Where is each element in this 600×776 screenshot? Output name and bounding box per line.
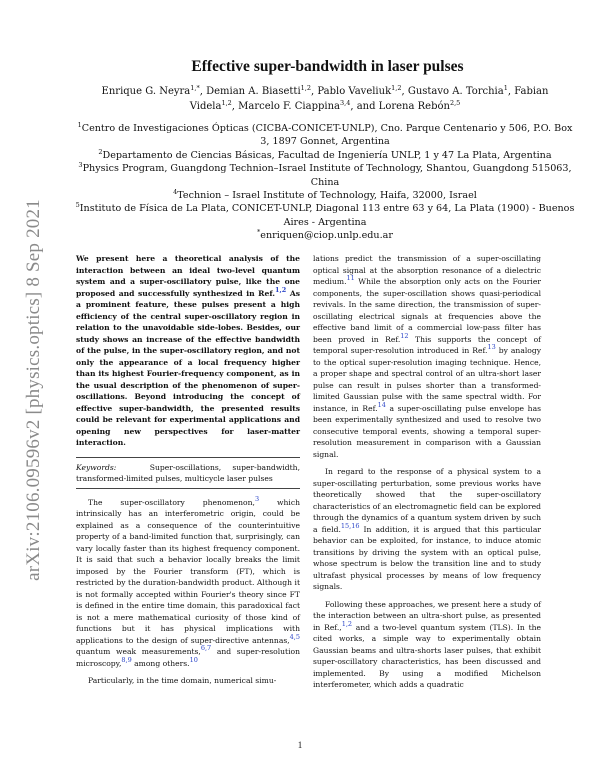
left-column: [76, 253, 300, 693]
citation[interactable]: 15,16: [340, 521, 360, 530]
author-affil-mark: 2,5: [449, 99, 461, 107]
citation[interactable]: 1,2: [341, 619, 353, 628]
body-text: a super-oscillating pulse envelope has been experimentally synthesized and used to resolve two consecutive temporal events, showing a temporal super-resolution measurement in comparison with a Gaussian signal.: [313, 403, 541, 459]
paragraph: [76, 494, 300, 670]
abstract: We present here a theoretical analysis of the interaction between an ideal two-level quantum system and a super-oscillatory pulse, like the one proposed and successfully synthesized in Ref.$^{1,2}$ As a prominent feature, these pulses present a high efficiency of the central super-oscillatory region in relation to the unavoidable side-lobes. Besides, our study shows an increase of the effective bandwidth of the pulse, in the super-oscillatory region, and not only the appearance of a local frequency higher than its highest Fourier-frequency component, as in the usual description of the phenomenon of super-oscillations. Beyond introducing the concept of effective super-bandwidth, the presented results could be relevant for experimental applications and opening new perspectives for laser-matter interaction.: [76, 254, 301, 447]
affil-mark: *: [257, 228, 261, 237]
citation[interactable]: 1,2: [274, 285, 287, 294]
affil-mark: 4: [173, 188, 178, 197]
body-text: Particularly, in the time domain, numerical simu-: [88, 676, 277, 685]
body-text: quantum weak measurements,: [76, 647, 201, 656]
paragraph: [76, 675, 300, 687]
affil-mark: 2: [98, 147, 103, 156]
affil-text: Technion – Israel Institute of Technology, Haifa, 32000, Israel: [177, 190, 477, 202]
body-text: This supports the concept of temporal super-resolution introduced in Ref.: [313, 334, 541, 355]
body-text: and a two-level quantum system (TLS). In the cited works, a simple way to experimentally obtain Gaussian beams and ultra-shorts laser pulses, that exhibit super-oscillatory characteristics, has been discussed and implemented. By using a modified Michelson interferometer, which adds a quadratic: [313, 622, 542, 689]
author-affil-mark: 1: [503, 84, 508, 92]
affil-mark: 3: [78, 161, 83, 170]
body-text: among others.: [131, 658, 190, 668]
left-body-text: [76, 494, 300, 687]
page-number: 1: [297, 740, 303, 750]
author: [102, 86, 200, 97]
author-name: Enrique G. Neyra: [101, 86, 191, 97]
citation[interactable]: 12: [400, 331, 409, 340]
citation[interactable]: 4,5: [289, 632, 300, 641]
body-text: The super-oscillatory phenomenon,: [88, 497, 255, 507]
author: [317, 86, 401, 97]
author-name: Marcelo F. Ciappina: [238, 101, 340, 112]
citation[interactable]: 8,9: [121, 655, 132, 664]
affiliation: [75, 162, 575, 189]
citation[interactable]: 13: [487, 343, 496, 351]
affil-text: Centro de Investigaciones Ópticas (CICBA-CONICET-UNLP), Cno. Parque Centenario y 506, P.O. Box 3, 1897 Gonnet, Argentina: [81, 123, 573, 148]
citation[interactable]: 11: [346, 274, 355, 282]
body-text: lations predict the transmission of a super-oscillating optical signal at the absorption resonance of a dielectric medium.: [313, 254, 541, 286]
author-affil-mark: 3,4: [340, 99, 351, 107]
citation[interactable]: 6,7: [200, 644, 212, 652]
affiliation: [75, 229, 575, 242]
paper-title: Effective super-bandwidth in laser pulses: [191, 58, 464, 75]
author-affil-mark: 1,*: [190, 84, 200, 92]
affiliation: [75, 149, 575, 162]
author-affil-mark: 1,2: [300, 84, 311, 92]
author-list: Enrique G. Neyra$^{1,*}$, Demian A. Biasetti$^{1,2}$, Pablo Vaveliuk$^{1,2}$, Gustavo A. Torchia$^1$, Fabian Videla$^{1,2}$, Marcelo F. Ciappina$^{3,4}$, and Lorena Rebón$^{2,5}$: [101, 84, 549, 112]
affiliation: [75, 202, 575, 229]
affil-mark: 5: [75, 201, 80, 210]
keywords-text: Super-oscillations, super-bandwidth, transformed-limited pulses, multicycle laser pulses: [76, 462, 300, 483]
body-text: While the absorption only acts on the Fourier components, the super-oscillation shows quasi-periodical revivals. In the same direction, the transmission of super-oscillating electrical signals at frequencies above the effective band limit of a commercial low-pass filter has been proved in Ref.: [313, 277, 541, 344]
author-name: Demian A. Biasetti: [206, 86, 301, 97]
author-name: Pablo Vaveliuk: [317, 86, 392, 97]
body-text: In addition, it is argued that this particular behavior can be exploited, for instance, to induce atomic transitions by driving the system with an optical pulse, whose spectrum is below the transition line and to study ultrafast physical processes by means of low frequency signals.: [313, 524, 541, 591]
paragraph: [313, 466, 541, 593]
paragraph: [313, 253, 541, 460]
author: [357, 101, 461, 112]
body-text: which intrinsically has an interferometric origin, could be explained as a consequence of the counterintuitive property of a band-limited function that, surprisingly, can vary locally faster than its highest frequency component. It is said that such a behavior locally breaks the limit imposed by the Fourier transform (FT), which is restricted by the duration-bandwidth product. Although it is not formally accepted within Fourier's theory since FT is defined in the entire time domain, this paradoxical fact is not a mere mathematical curiosity of those kind of functions but it has physical implications with applications to the design of super-directive antennas,: [76, 497, 300, 645]
author-affil-mark: 1,2: [391, 84, 402, 92]
body-text: In regard to the response of a physical system to a super-oscillating perturbation, some previous works have theoretically showed that the super-oscillatory characteristics of an electromagnetic field can be explored through the dynamics of a quantum system driven by such a field.: [313, 467, 541, 534]
citation[interactable]: 14: [377, 400, 386, 409]
paragraph: [313, 599, 541, 691]
affil-text[interactable]: enriquen@ciop.unlp.edu.ar: [260, 230, 393, 242]
author: [206, 86, 311, 97]
author: [408, 86, 508, 97]
body-text: by analogy to the optical super-resolution imaging technique. Hence, a proper shape and spectral control of an ultra-short laser pulse can result in pulses shorter than a transformed-limited Gaussian pulse with the same spectral width. For instance, in Ref.: [313, 346, 541, 413]
author: [238, 101, 350, 112]
affiliation: [75, 189, 575, 202]
keywords-label: Keywords:: [76, 462, 117, 472]
right-column: [313, 253, 541, 697]
citation[interactable]: 3: [254, 494, 260, 503]
author-name: Gustavo A. Torchia: [407, 86, 504, 97]
author-affil-mark: 1,2: [221, 99, 232, 107]
affil-text: Physics Program, Guangdong Technion–Israel Institute of Technology, Shantou, Guangdong 515063, China: [82, 163, 572, 188]
arxiv-stamp: arXiv:2106.09596v2 [physics.optics] 8 Sep 2021: [23, 199, 44, 581]
author-name: Fabian Videla: [189, 86, 549, 112]
affil-text: Instituto de Física de La Plata, CONICET-UNLP, Diagonal 113 entre 63 y 64, La Plata (1900) - Buenos Aires - Argentina: [79, 203, 575, 228]
keywords: [76, 457, 300, 489]
author-name: and Lorena Rebón: [356, 101, 450, 112]
affil-text: Departamento de Ciencias Básicas, Facultad de Ingeniería UNLP, 1 y 47 La Plata, Argentina: [102, 149, 552, 161]
affiliation: [75, 122, 575, 149]
body-text: Following these approaches, we present here a study of the interaction between an ultra-short pulse, as presented in Ref.,: [313, 599, 541, 632]
affiliation-list: [75, 122, 575, 243]
citation[interactable]: 10: [189, 655, 198, 664]
affil-mark: 1: [77, 121, 82, 129]
body-text: and super-resolution microscopy,: [76, 647, 300, 668]
